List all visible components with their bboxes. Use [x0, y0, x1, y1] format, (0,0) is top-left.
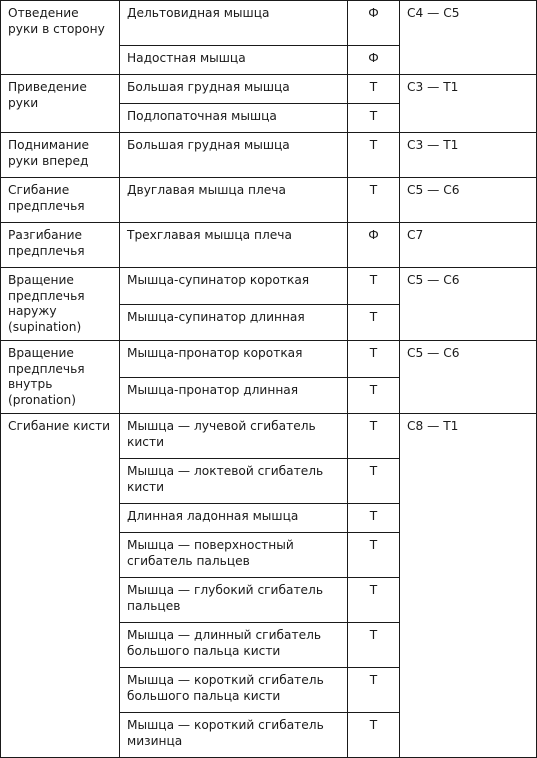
- movement-cell: Сгибание кисти: [1, 414, 120, 758]
- table-row: [1, 75, 537, 104]
- muscle-type-cell: Т: [348, 504, 400, 533]
- table-row: [1, 341, 537, 378]
- muscle-name-cell: Двуглавая мышца плеча: [120, 178, 348, 223]
- muscle-name-cell: Большая грудная мышца: [120, 133, 348, 178]
- muscle-name-cell: Длинная ладонная мышца: [120, 504, 348, 533]
- muscle-type-cell: Ф: [348, 223, 400, 268]
- table-row: [1, 268, 537, 305]
- muscle-name-cell: Большая грудная мышца: [120, 75, 348, 104]
- muscle-type-cell: Т: [348, 414, 400, 459]
- muscle-name-cell: Мышца — короткий сгибатель большого пальца кисти: [120, 668, 348, 713]
- muscle-type-cell: Т: [348, 459, 400, 504]
- muscle-name-cell: Дельтовидная мышца: [120, 1, 348, 46]
- muscle-type-cell: Т: [348, 268, 400, 305]
- muscle-name-cell: Мышца — поверхностный сгибатель пальцев: [120, 533, 348, 578]
- muscle-type-cell: Т: [348, 623, 400, 668]
- muscle-name-cell: Мышца — лучевой сгибатель кисти: [120, 414, 348, 459]
- movement-cell: Вращение предплечья наружу (supination): [1, 268, 120, 341]
- muscle-name-cell: Мышца-супинатор длинная: [120, 304, 348, 341]
- spinal-segments-cell: C5 — C6: [400, 178, 537, 223]
- table-row: [1, 133, 537, 178]
- muscle-name-cell: Мышца — локтевой сгибатель кисти: [120, 459, 348, 504]
- movement-cell: Сгибание предплечья: [1, 178, 120, 223]
- spinal-segments-cell: C8 — T1: [400, 414, 537, 758]
- movement-cell: Приведение руки: [1, 75, 120, 133]
- muscle-name-cell: Мышца-пронатор длинная: [120, 377, 348, 414]
- spinal-segments-cell: C4 — C5: [400, 1, 537, 75]
- table-row: [1, 223, 537, 268]
- spinal-segments-cell: C5 — C6: [400, 268, 537, 341]
- muscle-name-cell: Мышца — длинный сгибатель большого пальца кисти: [120, 623, 348, 668]
- muscle-type-cell: Т: [348, 104, 400, 133]
- spinal-segments-cell: C5 — C6: [400, 341, 537, 414]
- muscle-type-cell: Т: [348, 668, 400, 713]
- muscle-type-cell: Т: [348, 178, 400, 223]
- muscle-type-cell: Ф: [348, 46, 400, 75]
- table-body: [1, 1, 537, 758]
- muscle-name-cell: Мышца — глубокий сгибатель пальцев: [120, 578, 348, 623]
- muscle-type-cell: Т: [348, 133, 400, 178]
- movement-cell: Поднимание руки вперед: [1, 133, 120, 178]
- muscle-type-cell: Т: [348, 304, 400, 341]
- muscle-type-cell: Т: [348, 713, 400, 758]
- table-row: [1, 1, 537, 46]
- muscle-name-cell: Подлопаточная мышца: [120, 104, 348, 133]
- movement-cell: Вращение предплечья внутрь (pronation): [1, 341, 120, 414]
- muscle-type-cell: Т: [348, 75, 400, 104]
- muscle-name-cell: Мышца-пронатор короткая: [120, 341, 348, 378]
- muscle-type-cell: Ф: [348, 1, 400, 46]
- muscle-name-cell: Мышца-супинатор короткая: [120, 268, 348, 305]
- table-row: [1, 178, 537, 223]
- muscle-name-cell: Трехглавая мышца плеча: [120, 223, 348, 268]
- movement-cell: Отведение руки в сторону: [1, 1, 120, 75]
- muscle-type-cell: Т: [348, 377, 400, 414]
- movement-cell: Разгибание предплечья: [1, 223, 120, 268]
- spinal-segments-cell: C3 — T1: [400, 133, 537, 178]
- muscle-type-cell: Т: [348, 578, 400, 623]
- spinal-segments-cell: C7: [400, 223, 537, 268]
- muscle-type-cell: Т: [348, 533, 400, 578]
- muscle-name-cell: Надостная мышца: [120, 46, 348, 75]
- spinal-segments-cell: C3 — T1: [400, 75, 537, 133]
- table-row: [1, 414, 537, 459]
- muscle-name-cell: Мышца — короткий сгибатель мизинца: [120, 713, 348, 758]
- muscle-type-cell: Т: [348, 341, 400, 378]
